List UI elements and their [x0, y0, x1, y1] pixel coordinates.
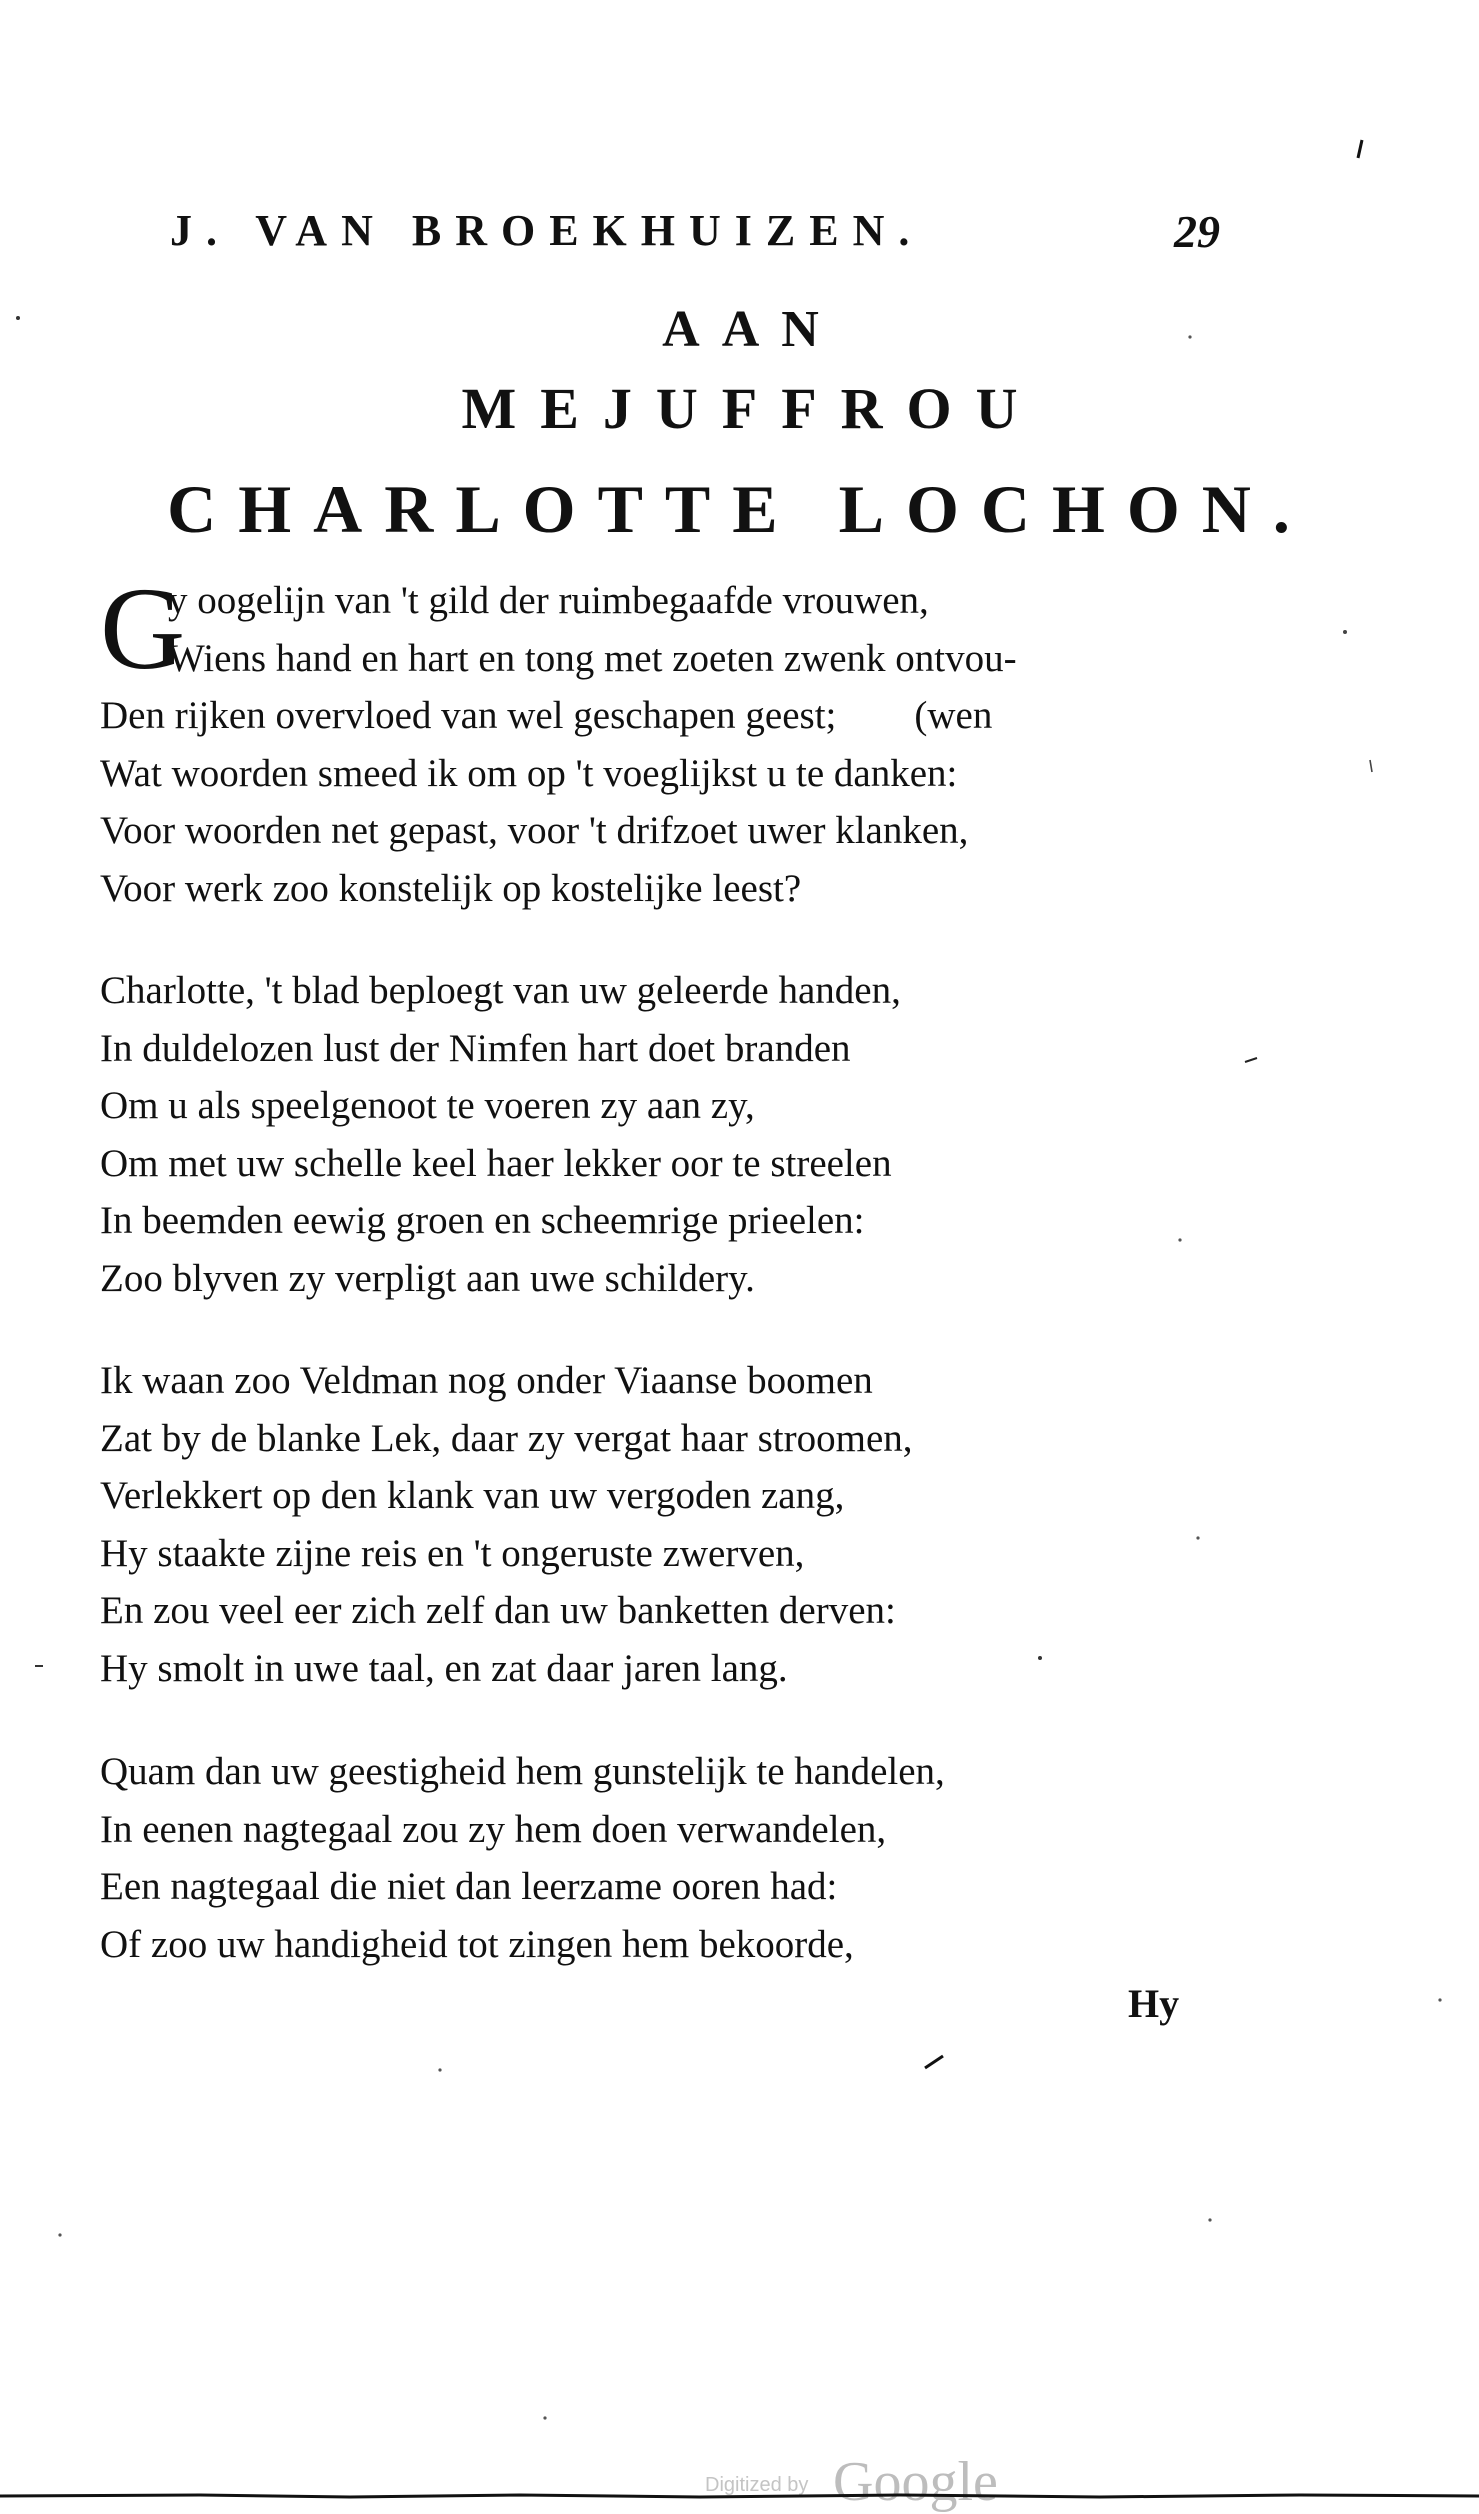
poem-title-line-1: AAN — [662, 301, 841, 358]
verse-line: y oogelijn van 't gild der ruimbegaafde vrouwen, — [168, 579, 929, 622]
verse-line: En zou veel eer zich zelf dan uw banketten derven: — [100, 1589, 896, 1632]
verse-line: Of zoo uw handigheid tot zingen hem bekoorde, — [100, 1922, 854, 1966]
verse-line: Om met uw schelle keel haer lekker oor te streelen — [100, 1141, 892, 1185]
verse-line: In eenen nagtegaal zou zy hem doen verwandelen, — [100, 1807, 887, 1851]
drop-cap: G — [100, 563, 186, 694]
poem-title-line-2: MEJUFFROU — [461, 376, 1042, 441]
digitized-by-google-watermark — [705, 2450, 1025, 2513]
page-number: 29 — [1174, 206, 1220, 257]
watermark-prefix: Digitized by — [705, 2474, 809, 2496]
verse-line: Wat woorden smeed ik om op 't voeglijkst u te danken: — [100, 751, 958, 795]
verse-line: In beemden eewig groen en scheemrige prieelen: — [100, 1199, 865, 1242]
verse-line: Verlekkert op den klank van uw vergoden zang, — [100, 1474, 845, 1517]
verse-line: Hy smolt in uwe taal, en zat daar jaren lang. — [100, 1646, 788, 1690]
verse-line: Voor werk zoo konstelijk op kostelijke leest? — [100, 866, 802, 910]
google-logo: Google — [833, 2451, 998, 2513]
page-bottom-edge — [0, 2492, 1479, 2500]
verse-line: Den rijken overvloed van wel geschapen geest; (wen — [100, 694, 993, 737]
verse-line: Quam dan uw geestigheid hem gunstelijk te handelen, — [100, 1750, 945, 1793]
verse-line: Zat by de blanke Lek, daar zy vergat haar stroomen, — [100, 1416, 913, 1460]
verse-line: Een nagtegaal die niet dan leerzame ooren had: — [100, 1865, 838, 1908]
verse-line: Voor woorden net gepast, voor 't drifzoet uwer klanken, — [100, 809, 969, 852]
verse-line: In duldelozen lust der Nimfen hart doet branden — [100, 1026, 851, 1070]
verse-line: Hy staakte zijne reis en 't ongeruste zwerven, — [100, 1531, 805, 1575]
running-head-author: J. VAN BROEKHUIZEN. — [170, 206, 924, 255]
catchword: Hy — [1128, 1981, 1180, 2026]
verse-line: Wiens hand en hart en tong met zoeten zwenk ontvou- — [168, 636, 1017, 680]
verse-line: Zoo blyven zy verpligt aan uwe schildery. — [100, 1256, 755, 1300]
poem-title-line-3: CHARLOTTE LOCHON. — [167, 471, 1312, 547]
verse-line: Om u als speelgenoot te voeren zy aan zy, — [100, 1084, 755, 1127]
verse-line: Ik waan zoo Veldman nog onder Viaanse boomen — [100, 1359, 873, 1402]
verse-line: Charlotte, 't blad beploegt van uw geleerde handen, — [100, 969, 901, 1012]
